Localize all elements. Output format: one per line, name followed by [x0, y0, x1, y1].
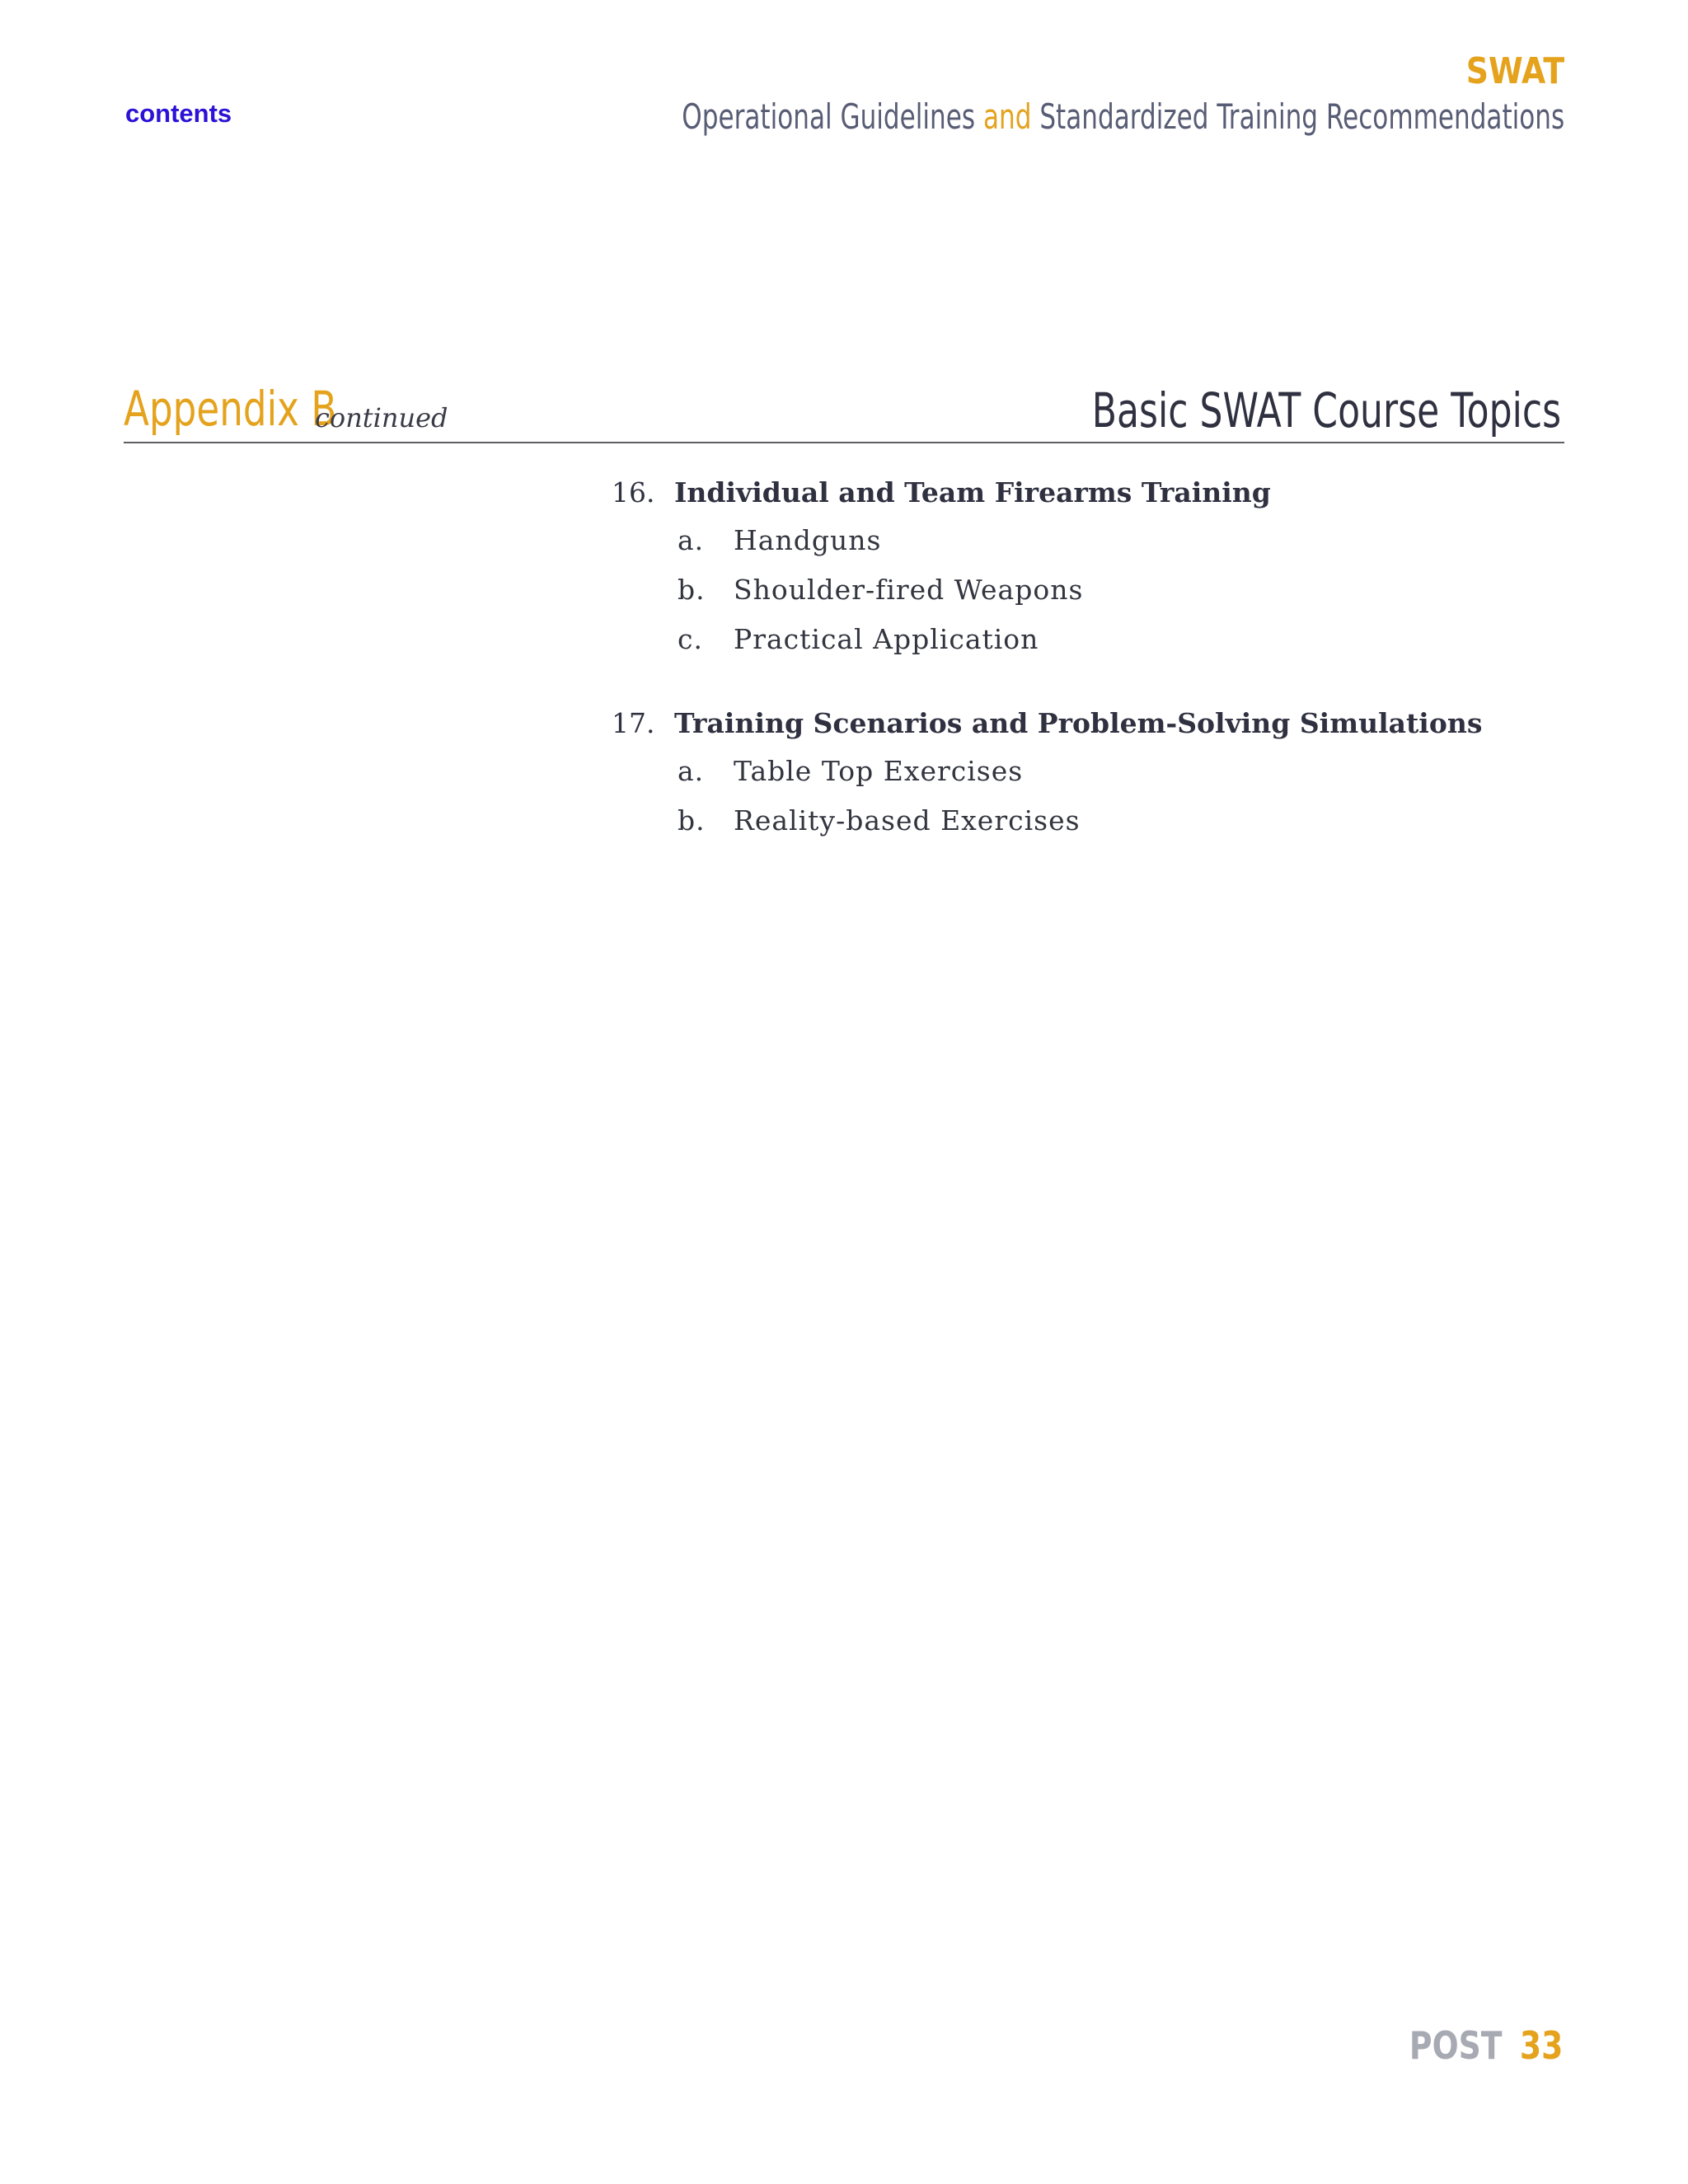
subtitle-part2: Standardized Training Recommendations — [1039, 96, 1564, 137]
document-header — [372, 48, 1564, 138]
topic-number: 16. — [612, 476, 655, 509]
contents-link[interactable]: contents — [125, 99, 232, 128]
topic-17 — [612, 707, 1559, 854]
appendix-label — [124, 381, 448, 437]
item-letter: b. — [678, 574, 706, 606]
list-item — [678, 804, 1559, 854]
topic-title: Training Scenarios and Problem-Solving Simulations — [674, 707, 1483, 739]
section-heading-bar — [124, 379, 1564, 443]
topic-heading — [612, 476, 1559, 524]
list-item — [678, 623, 1559, 673]
footer-org: POST — [1409, 2023, 1503, 2068]
item-text: Practical Application — [734, 623, 1039, 655]
appendix-name: Appendix B — [124, 381, 337, 437]
section-title: Basic SWAT Course Topics — [1091, 382, 1561, 438]
item-text: Reality-based Exercises — [734, 804, 1081, 837]
page-footer — [1409, 2023, 1563, 2068]
item-letter: a. — [678, 524, 705, 556]
page-number: 33 — [1519, 2023, 1563, 2068]
header-subtitle — [682, 96, 1564, 138]
topic-outline — [612, 476, 1559, 888]
list-item — [678, 755, 1559, 804]
item-text: Shoulder-fired Weapons — [734, 574, 1084, 606]
item-letter: a. — [678, 755, 705, 787]
item-letter: b. — [678, 804, 706, 837]
item-text: Handguns — [734, 524, 882, 556]
header-title: SWAT — [1465, 50, 1564, 92]
topic-title: Individual and Team Firearms Training — [674, 476, 1271, 509]
item-letter: c. — [678, 623, 703, 655]
subtopic-list — [678, 755, 1559, 854]
item-text: Table Top Exercises — [734, 755, 1024, 787]
appendix-continued: continued — [315, 402, 448, 434]
topic-number: 17. — [612, 707, 655, 739]
list-item — [678, 524, 1559, 574]
list-item — [678, 574, 1559, 623]
topic-16 — [612, 476, 1559, 673]
subtopic-list — [678, 524, 1559, 673]
subtitle-part1: Operational Guidelines — [682, 96, 975, 137]
subtitle-and: and — [982, 96, 1032, 137]
topic-heading — [612, 707, 1559, 755]
